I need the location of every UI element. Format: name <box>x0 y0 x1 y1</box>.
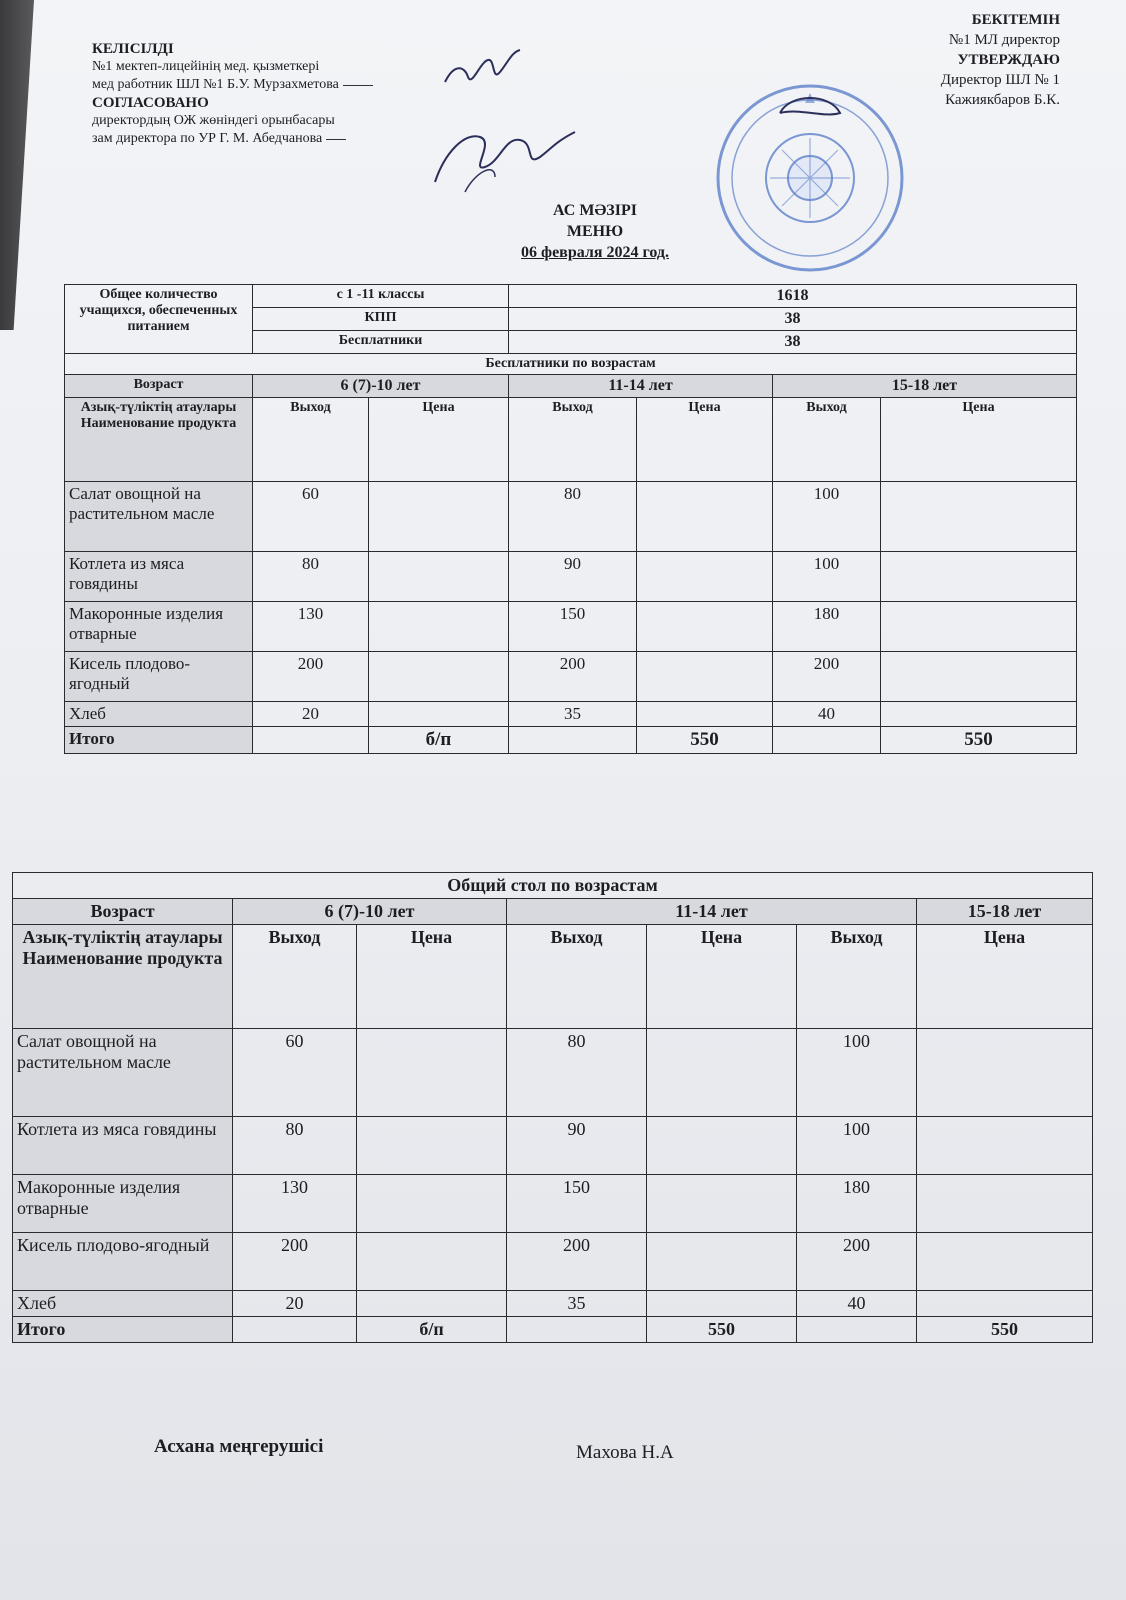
output-value: 60 <box>233 1029 357 1117</box>
summary-name: с 1 -11 классы <box>253 285 509 308</box>
director-position-ru: Директор ШЛ № 1 <box>940 72 1060 88</box>
total-value: 550 <box>637 727 773 754</box>
medic-position: №1 мектеп-лицейінің мед. қызметкері <box>92 59 320 74</box>
menu-date: 06 февраля 2024 год. <box>521 244 669 261</box>
output-value: 80 <box>253 552 369 602</box>
age-label: Возраст <box>13 899 233 925</box>
output-value: 40 <box>797 1291 917 1317</box>
product-header: Азық-түліктің атаулары Наименование продукта <box>13 925 233 1029</box>
output-value: 60 <box>253 482 369 552</box>
age-header-row <box>65 375 1077 398</box>
output-header: Выход <box>253 398 369 482</box>
total-value: 550 <box>917 1317 1093 1343</box>
total-value: б/п <box>357 1317 507 1343</box>
output-value: 40 <box>773 702 881 727</box>
output-value: 200 <box>233 1233 357 1291</box>
medic-signature <box>440 42 550 102</box>
medic-name: мед работник ШЛ №1 Б.У. Мурзахметова <box>92 77 339 92</box>
deputy-position: директордың ОЖ жөніндегі орынбасары <box>92 113 335 128</box>
output-value: 130 <box>233 1175 357 1233</box>
summary-row <box>65 285 1077 308</box>
output-value: 200 <box>797 1233 917 1291</box>
product-name: Кисель плодово-ягодный <box>13 1233 233 1291</box>
product-name: Хлеб <box>65 702 253 727</box>
product-name: Салат овощной на растительном масле <box>65 482 253 552</box>
output-value: 20 <box>253 702 369 727</box>
product-header: Азық-түліктің атаулары Наименование продукта <box>65 398 253 482</box>
summary-label: Общее количество учащихся, обеспеченных питанием <box>65 285 253 354</box>
age-group: 11-14 лет <box>507 899 917 925</box>
output-value: 150 <box>507 1175 647 1233</box>
output-value: 200 <box>253 652 369 702</box>
agreed-kz-heading: КЕЛІСІЛДІ <box>92 41 174 57</box>
agreed-ru-heading: СОГЛАСОВАНО <box>92 95 209 111</box>
table-row <box>13 1175 1093 1233</box>
deputy-name: зам директора по УР Г. М. Абедчанова <box>92 131 323 146</box>
product-name: Макоронные изделия отварные <box>13 1175 233 1233</box>
output-value: 200 <box>509 652 637 702</box>
age-group: 15-18 лет <box>773 375 1077 398</box>
product-name: Котлета из мяса говядины <box>13 1117 233 1175</box>
summary-name: КПП <box>253 308 509 331</box>
column-header-row <box>65 398 1077 482</box>
output-value: 100 <box>797 1029 917 1117</box>
output-value: 90 <box>507 1117 647 1175</box>
table-row <box>13 1233 1093 1291</box>
output-value: 35 <box>509 702 637 727</box>
output-value: 80 <box>507 1029 647 1117</box>
output-value: 100 <box>797 1117 917 1175</box>
output-header: Выход <box>233 925 357 1029</box>
output-header: Выход <box>773 398 881 482</box>
table-row <box>65 552 1077 602</box>
total-label: Итого <box>65 727 253 754</box>
age-group: 6 (7)-10 лет <box>233 899 507 925</box>
table-caption: Бесплатники по возрастам <box>65 354 1077 375</box>
summary-value: 38 <box>509 331 1077 354</box>
price-header: Цена <box>357 925 507 1029</box>
age-group: 15-18 лет <box>917 899 1093 925</box>
age-group: 11-14 лет <box>509 375 773 398</box>
product-name: Котлета из мяса говядины <box>65 552 253 602</box>
output-value: 180 <box>773 602 881 652</box>
document-title <box>430 200 760 263</box>
product-name: Макоронные изделия отварные <box>65 602 253 652</box>
price-header: Цена <box>369 398 509 482</box>
summary-name: Бесплатники <box>253 331 509 354</box>
price-header: Цена <box>881 398 1077 482</box>
output-value: 180 <box>797 1175 917 1233</box>
table-row <box>13 1029 1093 1117</box>
general-table <box>12 872 1093 1343</box>
title-kz: АС МӘЗІРІ <box>553 202 637 219</box>
output-header: Выход <box>507 925 647 1029</box>
total-value: б/п <box>369 727 509 754</box>
title-ru: МЕНЮ <box>566 223 624 240</box>
product-name: Кисель плодово-ягодный <box>65 652 253 702</box>
approve-kz-heading: БЕКІТЕМІН <box>971 12 1060 28</box>
summary-value: 38 <box>509 308 1077 331</box>
canteen-head-label: Асхана меңгерушісі <box>154 1436 324 1457</box>
table-row <box>65 702 1077 727</box>
total-row <box>13 1317 1093 1343</box>
output-value: 200 <box>773 652 881 702</box>
output-value: 20 <box>233 1291 357 1317</box>
table-row <box>13 1117 1093 1175</box>
canteen-head-name: Махова Н.А <box>576 1442 674 1463</box>
approval-block-left <box>92 40 472 148</box>
photo-background-edge <box>0 0 34 330</box>
total-value: 550 <box>647 1317 797 1343</box>
output-value: 130 <box>253 602 369 652</box>
age-label: Возраст <box>65 375 253 398</box>
age-header-row <box>13 899 1093 925</box>
output-header: Выход <box>509 398 637 482</box>
director-position-kz: №1 МЛ директор <box>948 32 1060 48</box>
approve-ru-heading: УТВЕРЖДАЮ <box>957 52 1060 68</box>
age-group: 6 (7)-10 лет <box>253 375 509 398</box>
output-header: Выход <box>797 925 917 1029</box>
output-value: 80 <box>233 1117 357 1175</box>
table-row <box>65 482 1077 552</box>
summary-value: 1618 <box>509 285 1077 308</box>
output-value: 200 <box>507 1233 647 1291</box>
column-header-row <box>13 925 1093 1029</box>
product-name: Хлеб <box>13 1291 233 1317</box>
free-meals-table <box>64 284 1077 754</box>
table-row <box>13 1291 1093 1317</box>
total-row <box>65 727 1077 754</box>
price-header: Цена <box>917 925 1093 1029</box>
table-caption: Общий стол по возрастам <box>13 873 1093 899</box>
table-row <box>65 652 1077 702</box>
table-row <box>65 602 1077 652</box>
total-value: 550 <box>881 727 1077 754</box>
output-value: 90 <box>509 552 637 602</box>
output-value: 100 <box>773 482 881 552</box>
director-name: Кажиякбаров Б.К. <box>945 92 1060 108</box>
price-header: Цена <box>647 925 797 1029</box>
total-label: Итого <box>13 1317 233 1343</box>
output-value: 100 <box>773 552 881 602</box>
product-name: Салат овощной на растительном масле <box>13 1029 233 1117</box>
output-value: 150 <box>509 602 637 652</box>
output-value: 80 <box>509 482 637 552</box>
price-header: Цена <box>637 398 773 482</box>
deputy-signature <box>425 112 585 202</box>
output-value: 35 <box>507 1291 647 1317</box>
